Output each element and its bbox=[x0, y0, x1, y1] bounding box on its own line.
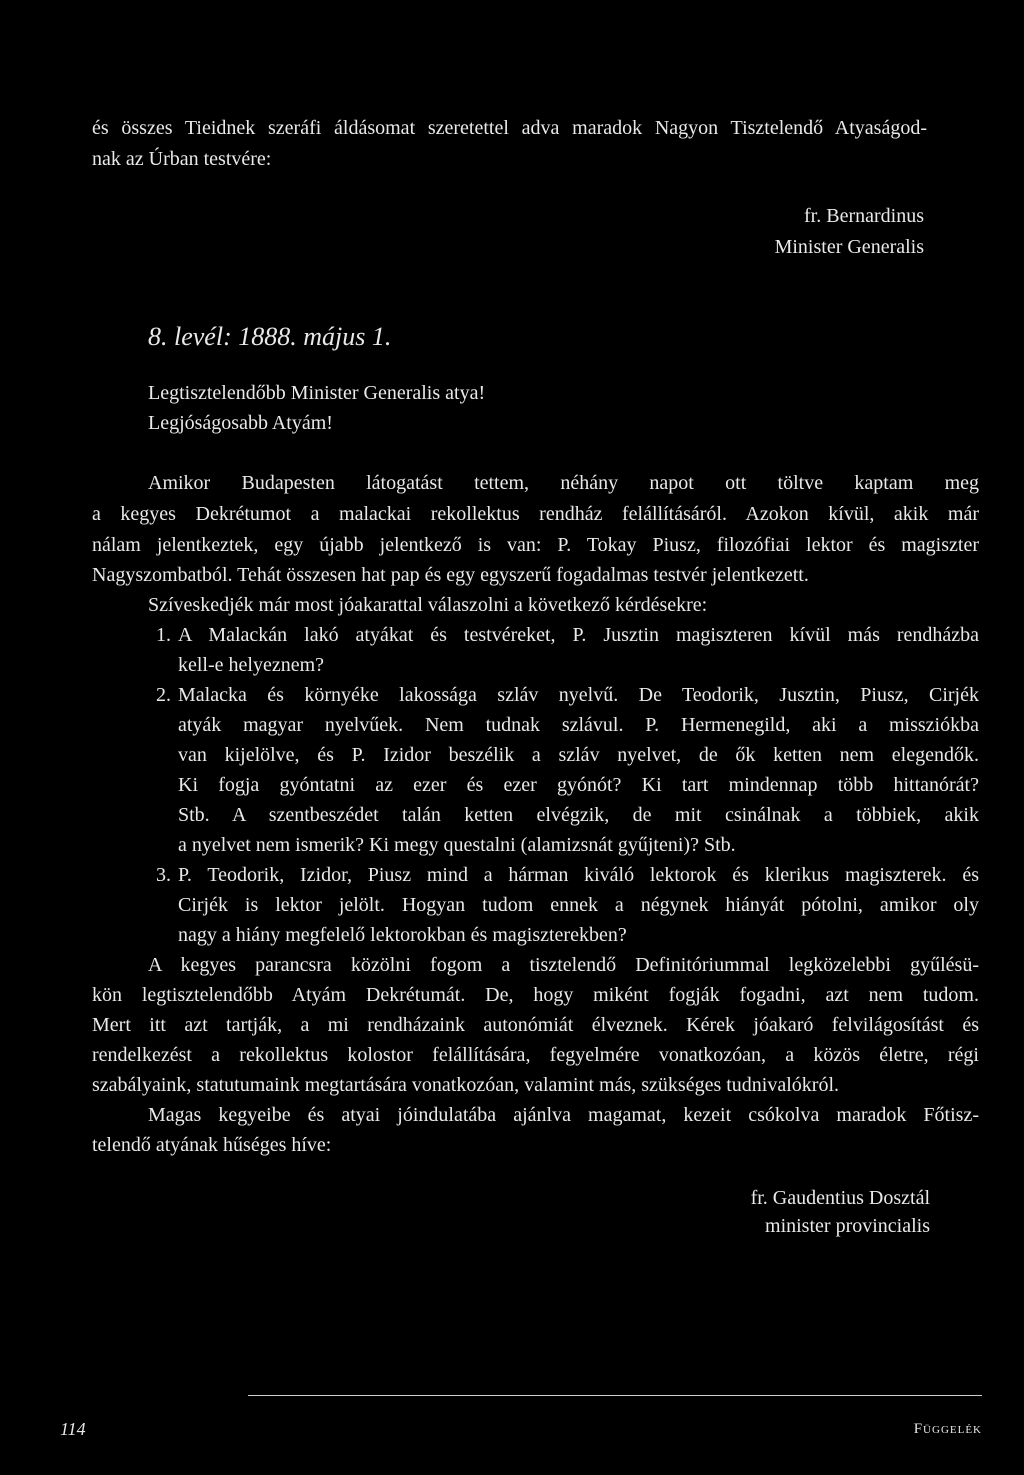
running-head: Függelék bbox=[913, 1421, 982, 1437]
paragraph-line: Nagyszombatból. Tehát összesen hat pap és egy egyszerű fogadalmas testvér jelentkezett. bbox=[92, 564, 809, 586]
signature-title: Minister Generalis bbox=[774, 236, 924, 258]
question-line: atyák magyar nyelvűek. Nem tudnak szlávul. P. Hermenegild, aki a missziókba bbox=[178, 714, 979, 736]
question-line: Stb. A szentbeszédet talán ketten elvégzik, de mit csinálnak a többiek, akik bbox=[178, 804, 979, 826]
signature-name: fr. Gaudentius Dosztál bbox=[750, 1187, 930, 1209]
question-line: van kijelölve, és P. Izidor beszélik a szláv nyelvet, de ők ketten nem elegendők. bbox=[178, 744, 979, 766]
opening-line-1: és összes Tieidnek szeráfi áldásomat szeretettel adva maradok Nagyon Tisztelendő Atyaságod- bbox=[92, 117, 927, 139]
signature-title: minister provincialis bbox=[765, 1215, 930, 1237]
question-number: 2. bbox=[156, 684, 171, 706]
paragraph-line: rendelkezést a rekollektus kolostor felállítására, fegyelmére vonatkozóan, a közös életre, régi bbox=[92, 1044, 979, 1066]
request-line: Szíveskedjék már most jóakarattal válaszolni a következő kérdésekre: bbox=[148, 594, 708, 616]
question-line: A Malackán lakó atyákat és testvéreket, P. Jusztin magiszteren kívül más rendházba bbox=[178, 624, 979, 646]
question-line: Ki fogja gyóntatni az ezer és ezer gyónót? Ki tart mindennap több hittanórát? bbox=[178, 774, 979, 796]
paragraph-line: nálam jelentkeztek, egy újabb jelentkező is van: P. Tokay Piusz, filozófiai lektor és magiszter bbox=[92, 534, 979, 556]
paragraph-line: Magas kegyeibe és atyai jóindulatába ajánlva magamat, kezeit csókolva maradok Főtisz- bbox=[148, 1104, 979, 1126]
footer-rule bbox=[248, 1395, 982, 1396]
question-line: a nyelvet nem ismerik? Ki megy questalni (alamizsnát gyűjteni)? Stb. bbox=[178, 834, 736, 856]
paragraph-line: a kegyes Dekrétumot a malackai rekollektus rendház felállításáról. Azokon kívül, akik már bbox=[92, 503, 979, 525]
question-line: Malacka és környéke lakossága szláv nyelvű. De Teodorik, Jusztin, Piusz, Cirjék bbox=[178, 684, 979, 706]
salutation-line-1: Legtisztelendőbb Minister Generalis atya! bbox=[148, 382, 486, 404]
question-line: kell-e helyeznem? bbox=[178, 654, 325, 676]
paragraph-line: szabályaink, statutumaink megtartására vonatkozóan, valamint más, szükséges tudnivalókról. bbox=[92, 1074, 840, 1096]
paragraph-line: A kegyes parancsra közölni fogom a tisztelendő Definitóriummal legközelebbi gyűlésü- bbox=[148, 954, 979, 976]
paragraph-line: telendő atyának hűséges híve: bbox=[92, 1134, 332, 1156]
question-number: 3. bbox=[156, 864, 171, 886]
paragraph-line: Mert itt azt tartják, a mi rendházaink autonómiát élveznek. Kérek jóakaró felvilágosítást és bbox=[92, 1014, 979, 1036]
page-number: 114 bbox=[60, 1419, 86, 1439]
question-line: P. Teodorik, Izidor, Piusz mind a hárman kiváló lektorok és klerikus magiszterek. és bbox=[178, 864, 979, 886]
opening-line-2: nak az Úrban testvére: bbox=[92, 148, 272, 170]
salutation-line-2: Legjóságosabb Atyám! bbox=[148, 412, 333, 434]
question-line: Cirjék is lektor jelölt. Hogyan tudom ennek a négynek hiányát pótolni, amikor oly bbox=[178, 894, 979, 916]
paragraph-line: kön legtisztelendőbb Atyám Dekrétumát. De, hogy miként fogják fogadni, azt nem tudom. bbox=[92, 984, 979, 1006]
question-line: nagy a hiány megfelelő lektorokban és magiszterekben? bbox=[178, 924, 627, 946]
paragraph-line: Amikor Budapesten látogatást tettem, néhány napot ott töltve kaptam meg bbox=[148, 472, 979, 494]
question-number: 1. bbox=[156, 624, 171, 646]
letter-heading: 8. levél: 1888. május 1. bbox=[148, 322, 392, 351]
signature-name: fr. Bernardinus bbox=[804, 205, 924, 227]
